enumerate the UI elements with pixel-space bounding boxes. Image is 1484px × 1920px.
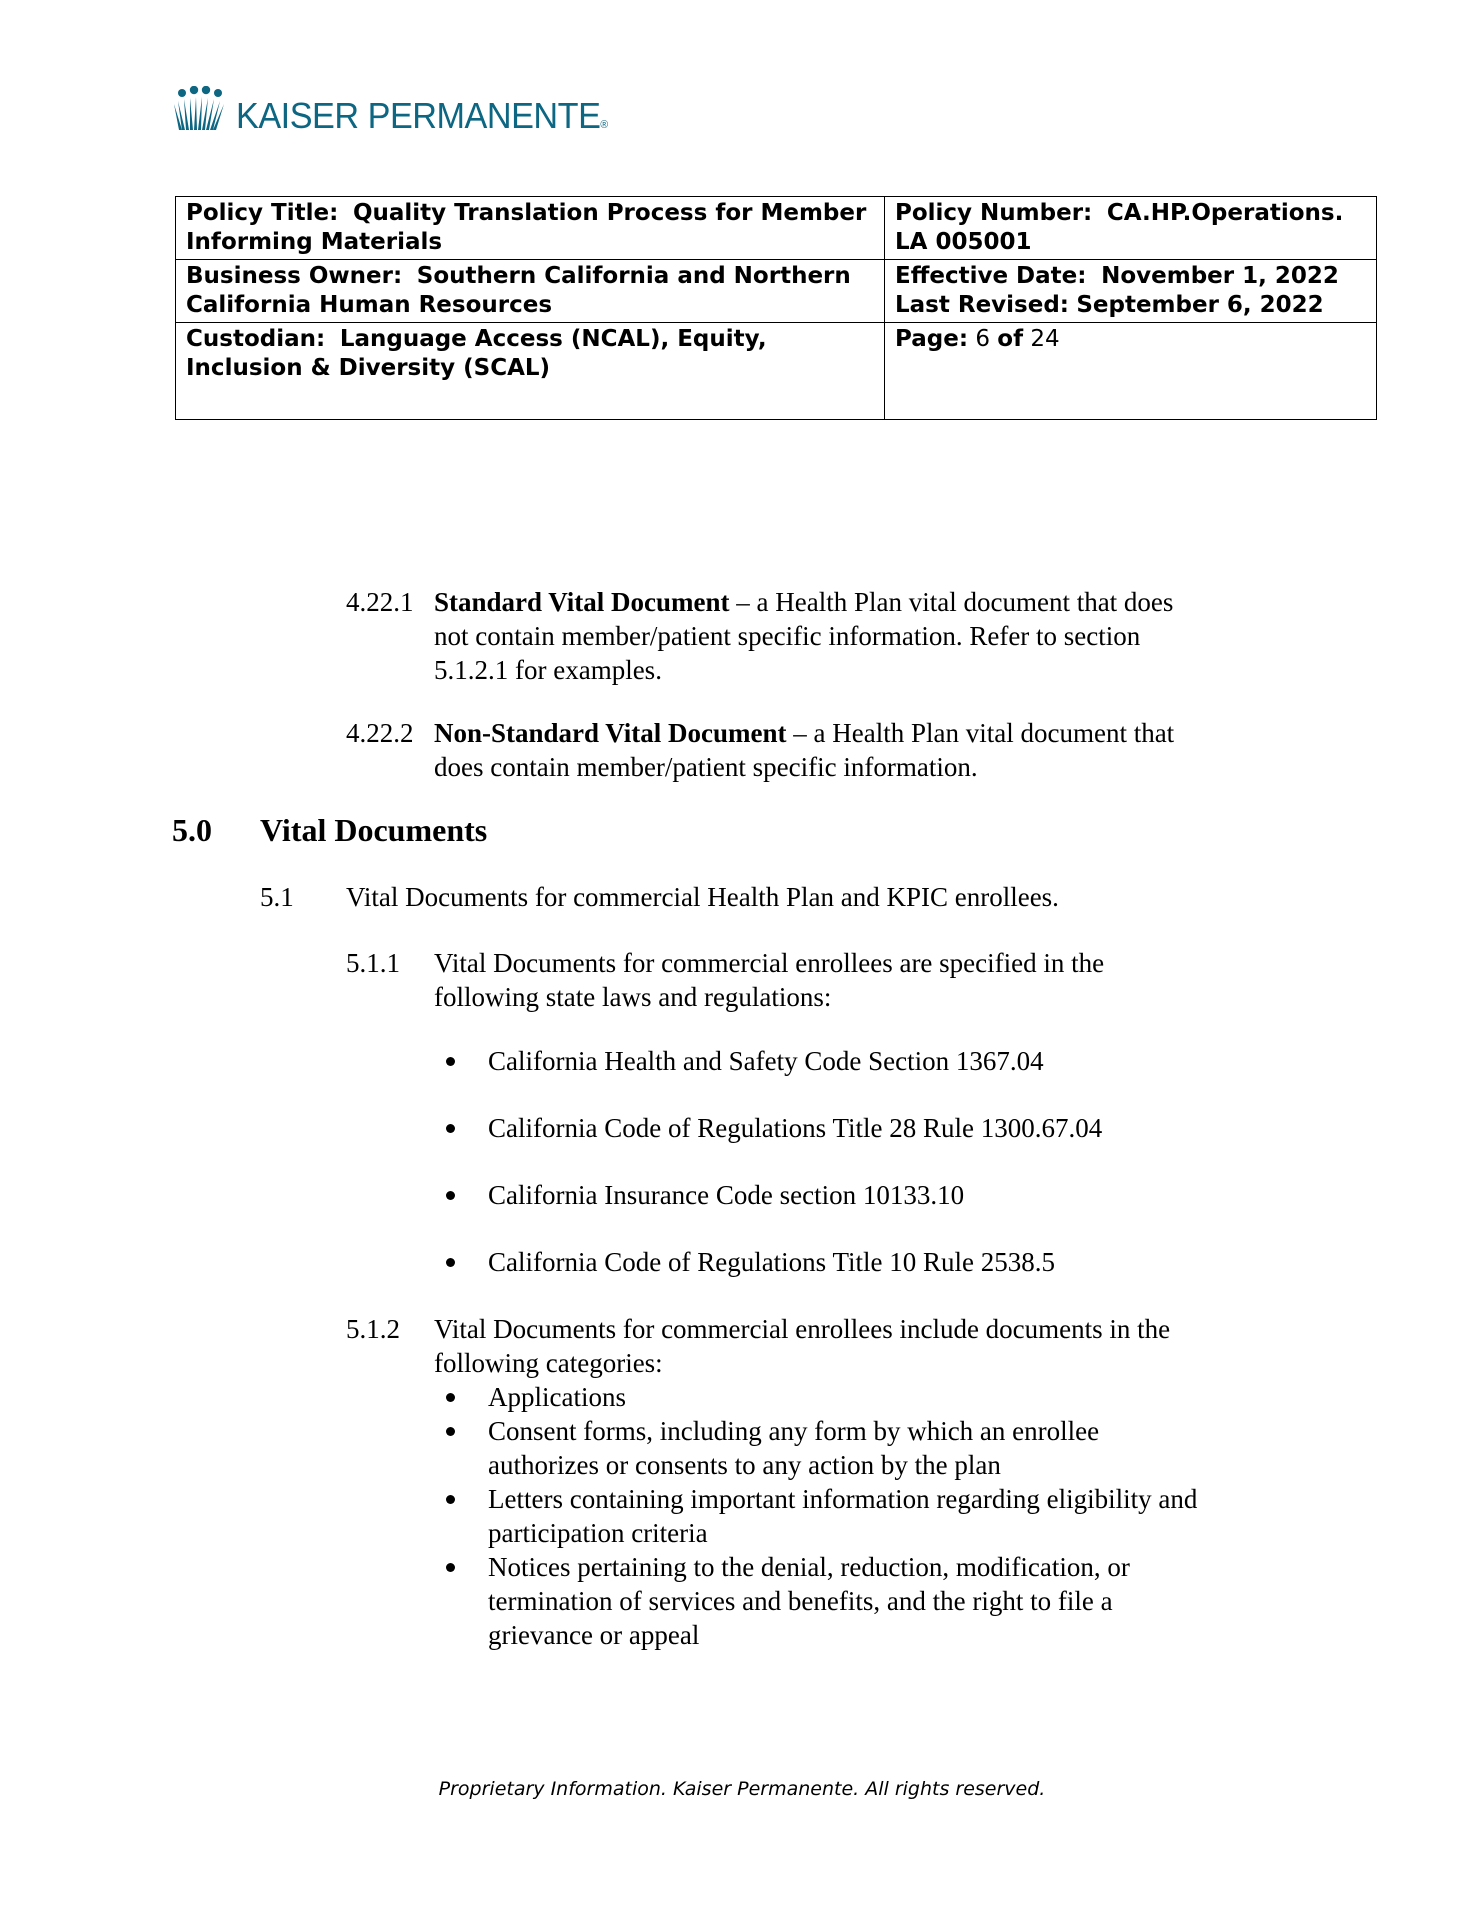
section-5-1-text: Vital Documents for commercial Health Plan and KPIC enrollees.: [346, 882, 1059, 912]
section-4-22-2-number: 4.22.2: [346, 718, 414, 748]
section-5-1-1-text: Vital Documents for commercial enrollees are specified in the following state laws and regulations:: [434, 948, 1105, 1012]
section-5-0-number: 5.0: [172, 812, 212, 848]
section-4-22-1-text: Standard Vital Document – a Health Plan vital document that does not contain member/patient specific information. Refer to section 5.1.2.1 for examples.: [434, 587, 1174, 685]
list-item: California Health and Safety Code Section 1367.04: [488, 1046, 1044, 1076]
bullet-icon: [446, 1393, 455, 1402]
section-5-0-title: Vital Documents: [260, 812, 488, 848]
bullet-icon: [446, 1191, 455, 1200]
dates-cell: Effective Date: November 1, 2022 Last Revised: September 6, 2022: [885, 260, 1377, 323]
section-5-1-2-number: 5.1.2: [346, 1314, 400, 1344]
section-4-22-2-text: Non-Standard Vital Document – a Health Plan vital document that does contain member/patient specific information.: [434, 718, 1175, 782]
page-cell: Page: 6 of 24: [885, 323, 1377, 420]
policy-title-cell: Policy Title: Quality Translation Process for Member Informing Materials: [176, 197, 885, 260]
list-item: Applications: [488, 1382, 626, 1412]
policy-number-cell: Policy Number: CA.HP.Operations. LA 005001: [885, 197, 1377, 260]
custodian-cell: Custodian: Language Access (NCAL), Equity, Inclusion & Diversity (SCAL): [176, 323, 885, 420]
list-item: California Code of Regulations Title 28 Rule 1300.67.04: [488, 1113, 1103, 1143]
bullet-icon: [446, 1124, 455, 1133]
list-item: Notices pertaining to the denial, reduction, modification, or termination of services and benefits, and the right to file a grievance or appeal: [488, 1552, 1130, 1650]
business-owner-cell: Business Owner: Southern California and Northern California Human Resources: [176, 260, 885, 323]
list-item: California Insurance Code section 10133.10: [488, 1180, 965, 1210]
kaiser-permanente-logo: [172, 86, 627, 134]
logo-wordmark: KAISER PERMANENTE®: [236, 95, 608, 136]
section-4-22-1-number: 4.22.1: [346, 587, 414, 617]
bullet-icon: [446, 1495, 455, 1504]
kp-logo-icon: [172, 86, 226, 134]
section-5-1-1-number: 5.1.1: [346, 948, 400, 978]
list-item: Consent forms, including any form by which an enrollee authorizes or consents to any action by the plan: [488, 1416, 1100, 1480]
policy-header-table: [175, 196, 1377, 420]
section-5-1-2-text: Vital Documents for commercial enrollees include documents in the following categories:: [434, 1314, 1171, 1378]
bullet-icon: [446, 1427, 455, 1436]
bullet-icon: [446, 1258, 455, 1267]
bullet-icon: [446, 1563, 455, 1572]
bullet-icon: [446, 1057, 455, 1066]
list-item: California Code of Regulations Title 10 Rule 2538.5: [488, 1247, 1055, 1277]
list-item: Letters containing important information regarding eligibility and participation criteria: [488, 1484, 1198, 1548]
page-footer: Proprietary Information. Kaiser Permanente. All rights reserved.: [438, 1778, 1046, 1800]
section-5-1-number: 5.1: [260, 882, 294, 912]
